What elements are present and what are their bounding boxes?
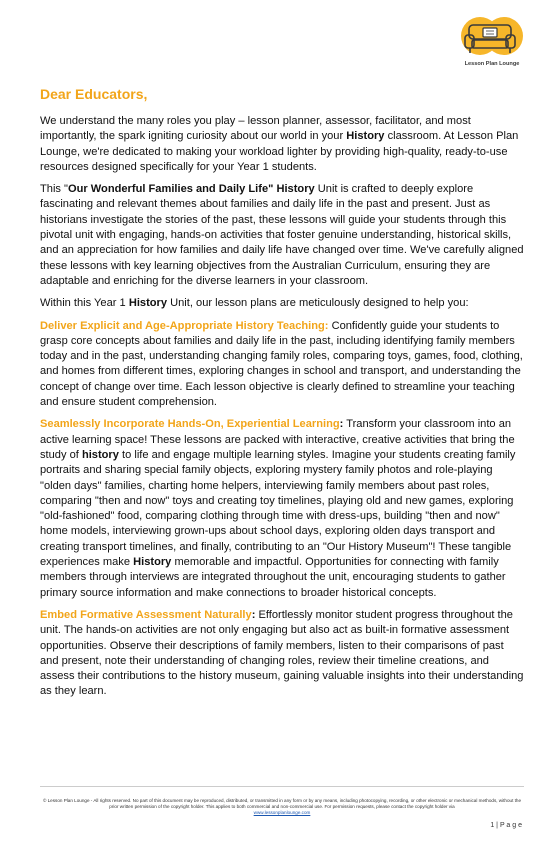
intro-paragraph: We understand the many roles you play – lesson planner, assessor, facilitator, and most importantly, the spark igniting curiosity about our world in your History classroom. At Lesson Plan Lounge, we're dedicated to making your workload lighter by providing high-quality, ready-to-use resources designed specifically for your Year 1 students. [40,115,519,173]
lounge-sofa-icon [458,14,526,60]
unit-description-paragraph: This "Our Wonderful Families and Daily Life" History Unit is crafted to deeply explore fascinating and relevant themes about families and daily life in the past and present. Just as historians investigate the stories of the past, these lessons will guide your students through this pivotal unit with engaging, hands-on activities that foster genuine understanding, historical skills, and an appreciation for how families and daily life have changed over time. We've carefully aligned these lessons with key learning objectives from the Australian Curriculum, ensuring they are adaptable and enriching for the diverse learners in your classroom. [40,183,524,287]
page-footer [40,786,524,816]
greeting-heading: Dear Educators, [40,86,148,102]
website-link[interactable]: www.lessonplanlounge.com [253,810,311,815]
brand-name: Lesson Plan Lounge [464,61,520,67]
section-heading: Seamlessly Incorporate Hands-On, Experiential Learning [40,418,340,431]
brand-logo [458,14,526,72]
section-heading: Deliver Explicit and Age-Appropriate History Teaching: [40,319,329,332]
section-heading: Embed Formative Assessment Naturally [40,608,252,621]
letter-body [40,86,524,707]
objectives-intro-paragraph: Within this Year 1 History Unit, our lesson plans are meticulously designed to help you: [40,297,469,310]
section-explicit-teaching: Deliver Explicit and Age-Appropriate History Teaching: Confidently guide your students to grasp core concepts about families and daily life in the past, including identifying family members today and in the past, understanding changing family roles, comparing toys, games, food, clothing, and homes from different times, exploring changes in school and transport, and understanding the concept of change over time. Each lesson objective is clearly defined to streamline your teaching and ensure student comprehension. [40,319,523,409]
section-formative-assessment: Embed Formative Assessment Naturally: Effortlessly monitor student progress throughout the unit. The hands-on activities are not only engaging but also act as built-in formative assessment opportunities. Observe their descriptions of family members, listen to their comparisons of past and present, note their understanding of changing roles, review their timeline creations, and assess their contributions to the history museum, gaining valuable insights into their understanding as they learn. [40,608,524,698]
page-number: 1 | P a g e [490,822,522,829]
section-hands-on-learning: Seamlessly Incorporate Hands-On, Experiential Learning: Transform your classroom into an active learning space! These lessons are packed with interactive, creative activities that bring the study of history to life and engage multiple learning styles. Imagine your students creating family portraits and sharing special family objects, exploring mystery family photos and role-playing "olden days" families, charting home helpers, interviewing family members about past roles, comparing "then and now" toys and creating toy timelines, playing old and new games, exploring "old-fashioned" food, comparing clothing through time with dress-ups, building "then and now" home models, interviewing grown-ups about school days, exploring olden days transport and creating transport timelines, and finally, contributing to an "Our History Museum"! These tangible experiences make History memorable and impactful. Opportunities for connecting with family members through interviews are integrated throughout the unit, encouraging students to gather primary source information and make connections to broader historical concepts. [40,418,516,599]
copyright-notice: © Lesson Plan Lounge - All rights reserved. No part of this document may be reproduced, distributed, or transmitted in any form or by any means, including photocopying, recording, or other electronic or mechanical methods, without the prior written permission of the copyright holder. This applies to both commercial and non-commercial use. For permission requests, please contact the copyright holder via www.lessonplanlounge.com [42,798,522,815]
